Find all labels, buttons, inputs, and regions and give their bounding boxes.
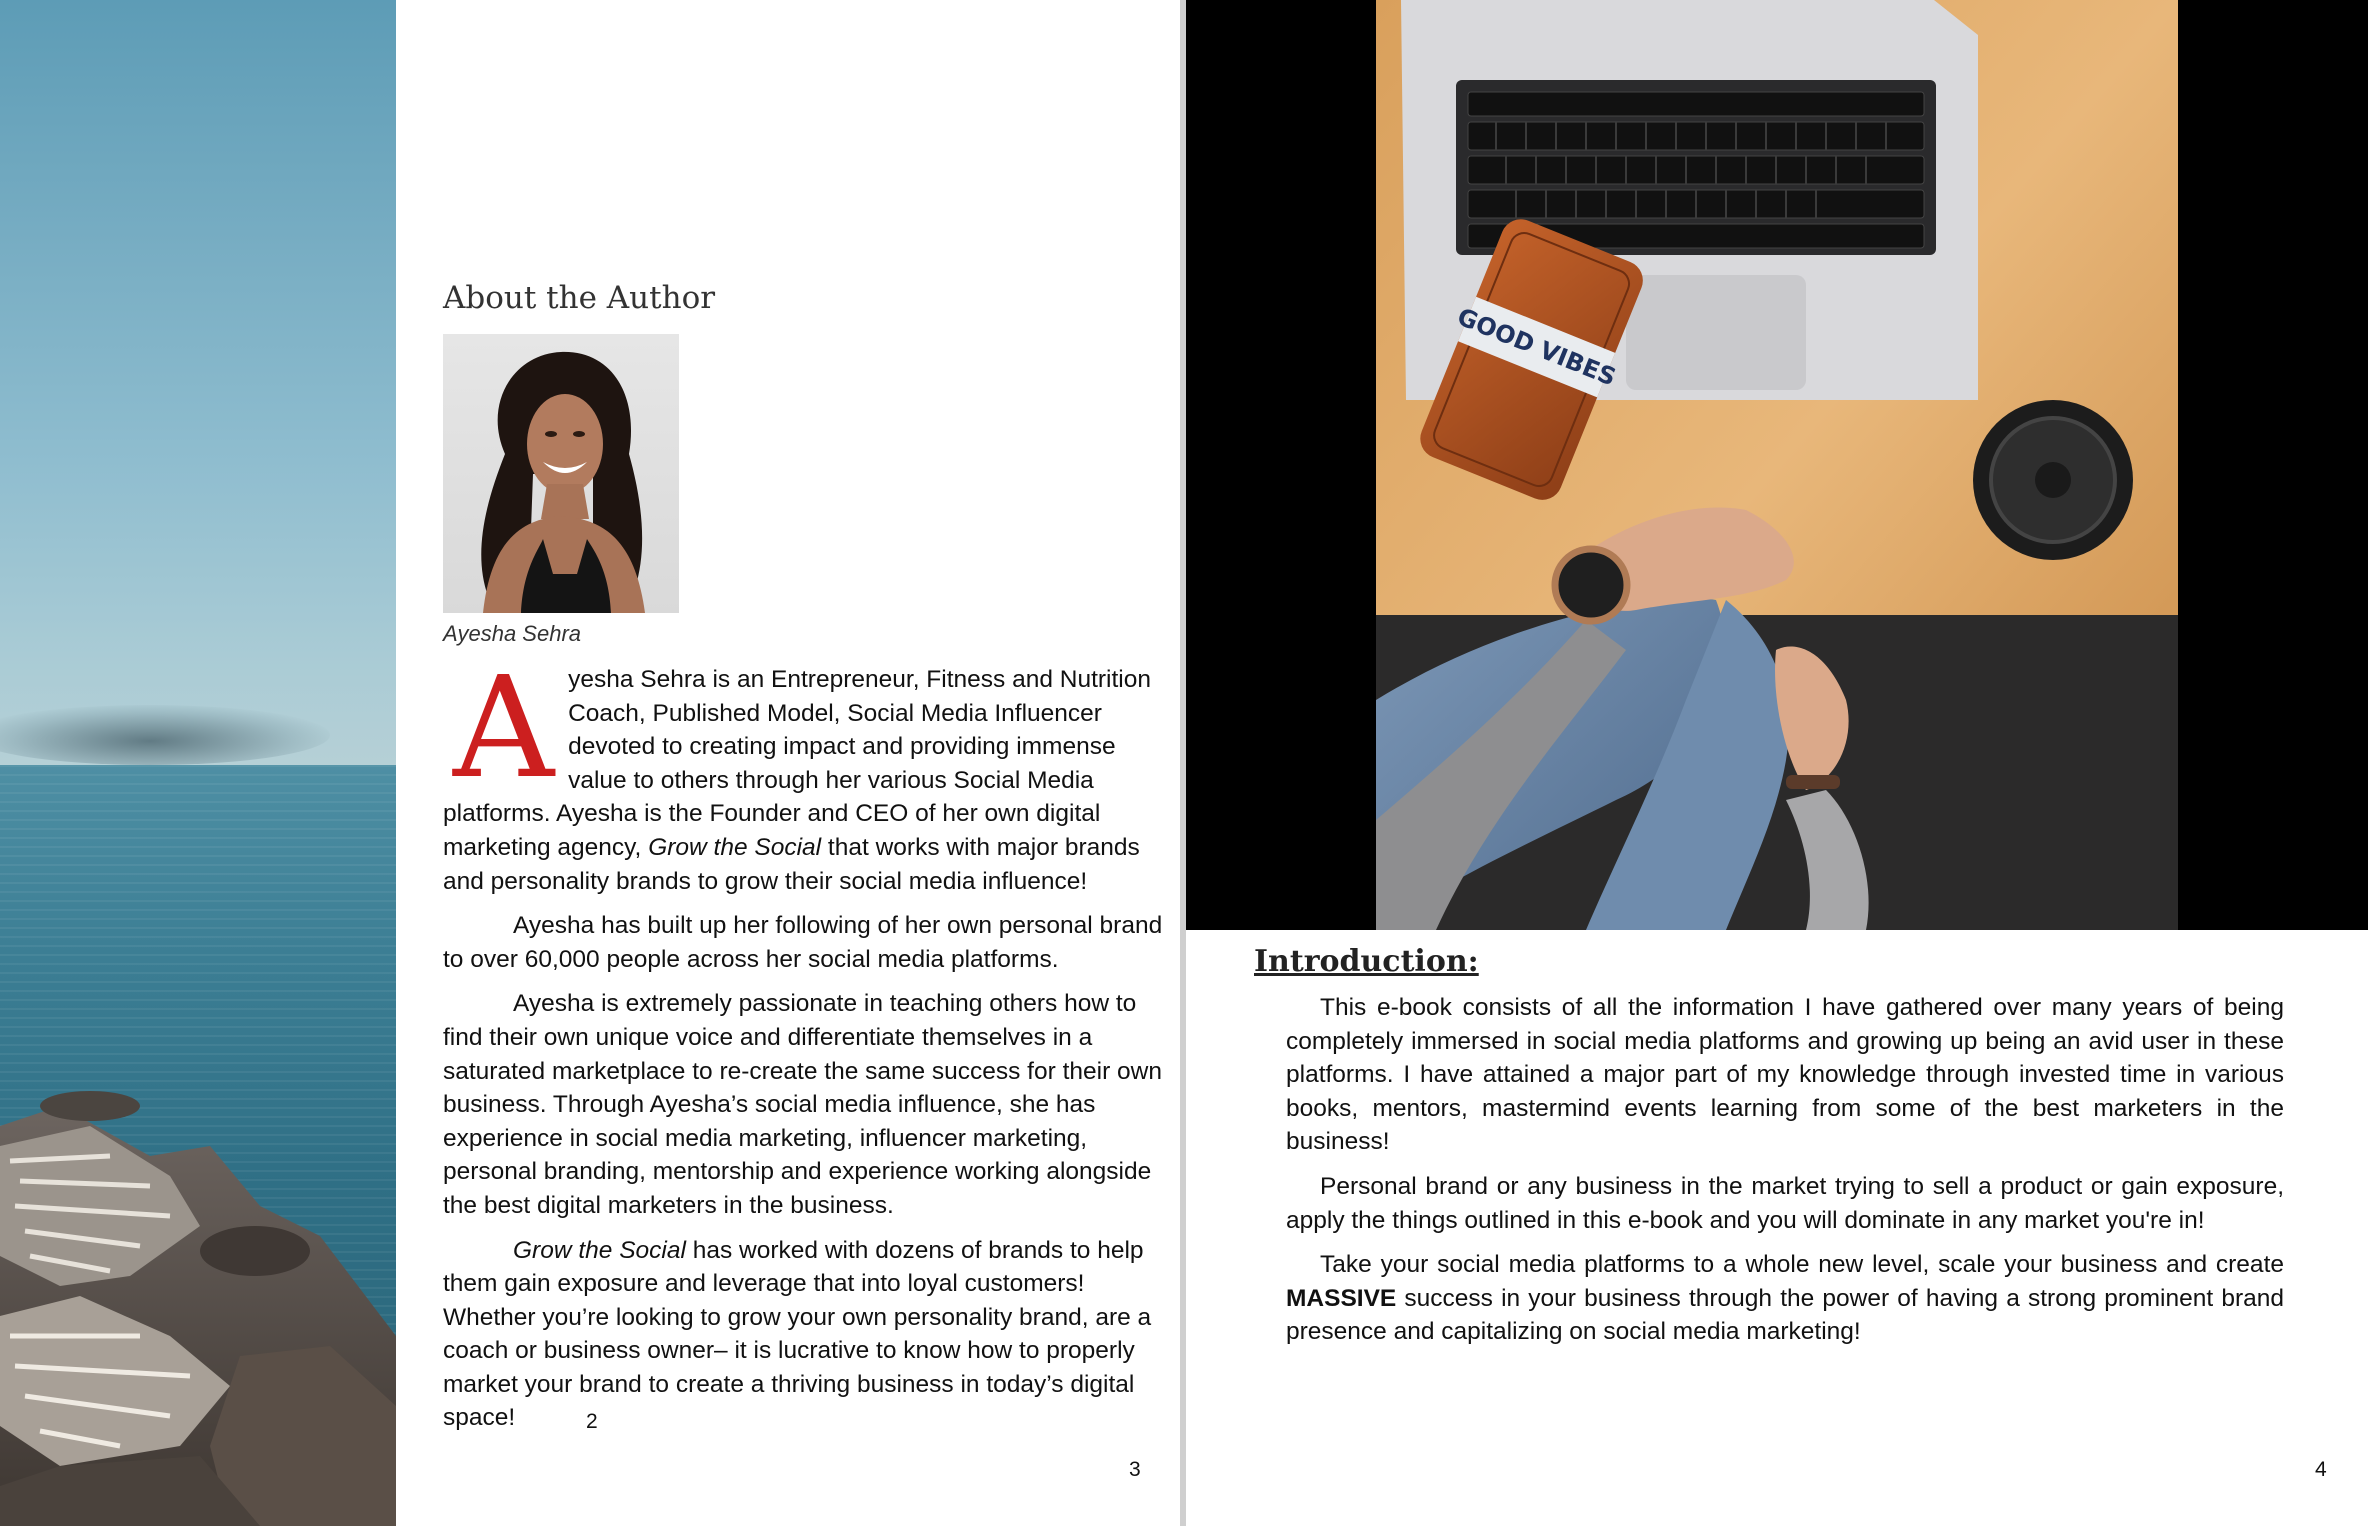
bio-paragraph-1-end: that works with major brands and personality brands to grow their social media influence! — [443, 833, 1140, 895]
drop-cap: A — [453, 647, 555, 810]
bio-paragraph-4 — [443, 1234, 1165, 1436]
bio-paragraph-2: Ayesha has built up her following of her own personal brand to over 60,000 people across her social media platforms. — [443, 912, 1163, 973]
agency-name: Grow the Social — [513, 1236, 686, 1264]
photo-caption: Ayesha Sehra — [443, 621, 582, 646]
intro-paragraph-3-end: success in your business through the power of having a strong prominent brand presence and capitalizing on social media marketing! — [1286, 1284, 2284, 1346]
wristwatch — [1555, 549, 1627, 621]
intro-paragraph-2: Personal brand or any business in the market trying to sell a product or gain exposure, apply the things outlined in this e-book and you will dominate in any market you're in! — [1286, 1172, 2284, 1234]
rocky-shore — [0, 1086, 396, 1526]
introduction-body — [1286, 991, 2284, 1360]
page-3 — [396, 0, 1180, 1526]
ocean-photo — [0, 0, 396, 1526]
introduction-heading: Introduction: — [1254, 944, 1479, 979]
bio-paragraph-1-text: yesha Sehra is an Entrepreneur, Fitness and Nutrition Coach, Published Model, Social Media Influencer devoted to creating impact and providing immense value to others through her various Social Media platforms. Ayesha is the Founder and CEO of her own digital marketing agency, — [443, 666, 1151, 861]
agency-name: Grow the Social — [648, 833, 822, 861]
stray-page-number: 2 — [586, 1410, 598, 1433]
laptop-trackpad — [1626, 275, 1806, 390]
emphasis-massive: MASSIVE — [1286, 1284, 1397, 1312]
laptop-desk-photo — [1186, 0, 2368, 930]
sky — [0, 0, 396, 770]
author-bio — [443, 647, 1165, 1446]
page-number: 3 — [1129, 1458, 1141, 1481]
intro-paragraph-1: This e-book consists of all the information I have gathered over many years of being completely immersed in social media platforms and growing up being an avid user in these platforms. I have attained a major part of my knowledge through invested time in various books, mentors, mastermind events learning from some of the best marketers in the business! — [1286, 994, 2284, 1156]
bio-paragraph-3: Ayesha is extremely passionate in teaching others how to find their own unique voice and differentiate themselves in a saturated marketplace to re-create the same success for their own business. Through Ayesha’s social media influence, she has experience in social media marketing, influencer marketing, personal branding, mentorship and experience working alongside the best digital marketers in the business. — [443, 990, 1162, 1219]
page-4 — [1186, 0, 2368, 1526]
intro-paragraph-3-start: Take your social media platforms to a whole new level, scale your business and create — [1320, 1251, 2284, 1279]
section-heading: About the Author — [443, 280, 716, 316]
bio-paragraph-1 — [443, 647, 1165, 898]
bio-paragraph-4-text: has worked with dozens of brands to help them gain exposure and leverage that into loyal customers! Whether you’re looking to grow your own personality brand, are a coach or business owner– it is lucrative to know how to properly market your brand to create a thriving business in today’s digital space! — [443, 1236, 1152, 1432]
phone-case-text: GOOD VIBES — [1453, 302, 1620, 392]
page-number: 4 — [2315, 1458, 2327, 1481]
intro-paragraph-3 — [1286, 1248, 2284, 1349]
author-photo — [443, 334, 679, 613]
